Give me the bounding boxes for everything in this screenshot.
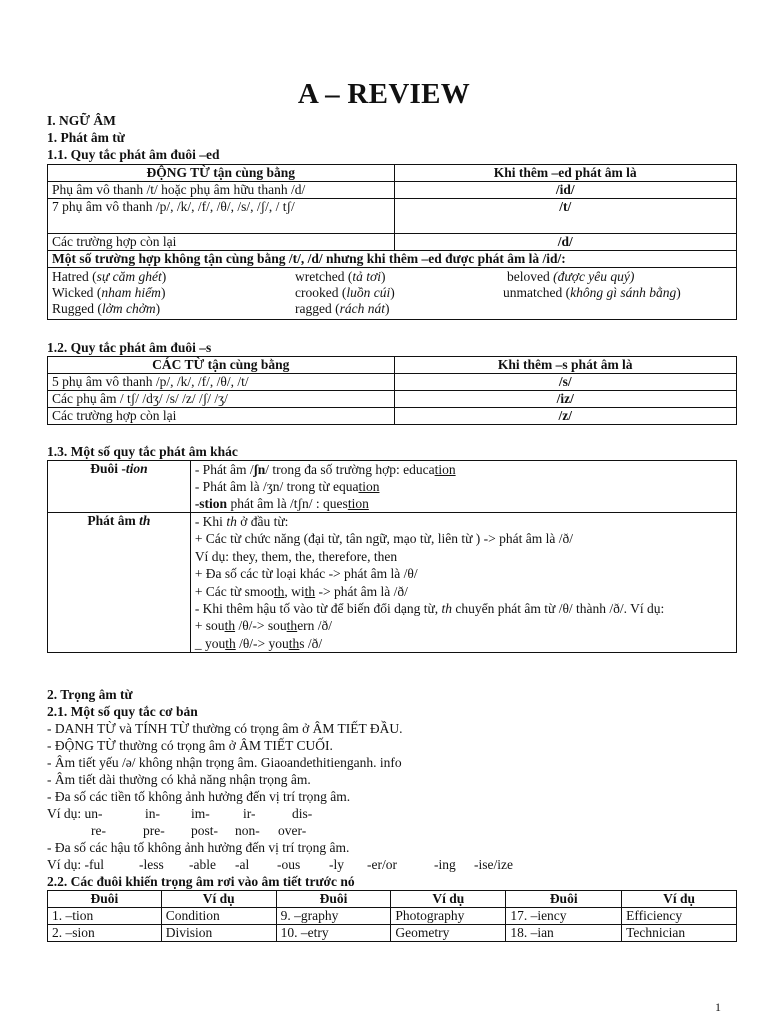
example-item: ragged (rách nát): [295, 301, 390, 316]
prefix: over-: [278, 823, 307, 838]
table-cell: Condition: [161, 908, 276, 925]
subsection-heading: 1.2. Quy tắc phát âm đuôi –s: [47, 340, 212, 355]
prefix-examples-1: [47, 805, 737, 822]
table-row: [48, 925, 737, 942]
table-cell: Các trường hợp còn lại: [48, 234, 395, 251]
example-item: Hatred (sự căm ghét): [52, 269, 167, 284]
table-cell: Các trường hợp còn lại: [48, 408, 395, 425]
table-cell: 5 phụ âm vô thanh /p/, /k/, /f/, /θ/, /t/: [48, 374, 395, 391]
rule-line: - Đa số các tiền tố không ảnh hưởng đến vị trí trọng âm.: [47, 789, 351, 804]
table-cell: Technician: [622, 925, 737, 942]
table-header: Ví dụ: [161, 891, 276, 908]
example-item: beloved (được yêu quý): [507, 269, 635, 284]
subsection-heading: 1.3. Một số quy tắc phát âm khác: [47, 444, 238, 459]
page-number: 1: [715, 1000, 721, 1014]
prefix: im-: [191, 806, 210, 821]
other-rules-table: [47, 460, 737, 653]
prefix: pre-: [143, 823, 165, 838]
table-cell: 1. –tion: [48, 908, 162, 925]
prefix-examples-2: [47, 822, 737, 839]
table-cell: Geometry: [391, 925, 506, 942]
prefix: non-: [235, 823, 260, 838]
example-item: Wicked (nham hiểm): [52, 285, 166, 300]
rule-line: - ĐỘNG TỪ thường có trọng âm ở ÂM TIẾT CUỐI.: [47, 738, 333, 753]
table-header: Đuôi: [48, 891, 162, 908]
suffix: -ise/ize: [474, 857, 513, 872]
table-header: Ví dụ: [391, 891, 506, 908]
ed-exceptions: [48, 268, 737, 320]
prefix: post-: [191, 823, 218, 838]
section-2: [47, 686, 737, 890]
table-cell: 2. –sion: [48, 925, 162, 942]
suffix: -al: [235, 857, 250, 872]
prefix: in-: [145, 806, 160, 821]
prefix: Ví dụ: un-: [47, 806, 103, 821]
example-item: Rugged (lởm chởm): [52, 301, 161, 316]
suffix: -ing: [434, 857, 456, 872]
suffix: -er/or: [367, 857, 397, 872]
table-header: Khi thêm –ed phát âm là: [394, 165, 737, 182]
table-cell: /iz/: [394, 391, 737, 408]
table-cell: /id/: [394, 182, 737, 199]
rule-line: - Âm tiết dài thường có khả năng nhận trọng âm.: [47, 772, 311, 787]
table-cell: Các phụ âm / tʃ/ /dʒ/ /s/ /z/ /ʃ/ /ʒ/: [48, 391, 395, 408]
table-cell: 18. –ian: [506, 925, 622, 942]
rule-label-th: Phát âm th: [48, 513, 191, 653]
table-cell: /z/: [394, 408, 737, 425]
table-cell: 9. –graphy: [276, 908, 391, 925]
prefix: re-: [91, 823, 106, 838]
table-header: Ví dụ: [622, 891, 737, 908]
rule-label-tion: Đuôi -tion: [48, 461, 191, 513]
stress-suffix-table: [47, 890, 737, 942]
section-heading: I. NGỮ ÂM: [47, 113, 116, 128]
table-cell: Phụ âm vô thanh /t/ hoặc phụ âm hữu thanh /d/: [48, 182, 395, 199]
suffix: -able: [189, 857, 216, 872]
suffix: -ly: [329, 857, 344, 872]
prefix: ir-: [243, 806, 256, 821]
rule-body-tion: - Phát âm /ʃn/ trong đa số trường hợp: education - Phát âm là /ʒn/ trong từ equation -stion phát âm là /tʃn/ : question: [190, 461, 736, 513]
table-header: Đuôi: [276, 891, 391, 908]
table-cell: /d/: [394, 234, 737, 251]
table-cell: 10. –etry: [276, 925, 391, 942]
section-1-headings: [47, 112, 737, 163]
subsection-heading: 2.1. Một số quy tắc cơ bản: [47, 704, 198, 719]
rule-body-th: - Khi th ở đầu từ: + Các từ chức năng (đại từ, tân ngữ, mạo từ, liên từ ) -> phát âm là /ð/ Ví dụ: they, them, the, therefore, then + Đa số các từ loại khác -> phát âm là /θ/ + Các từ smooth, with -> phát âm là /ð/ - Khi thêm hậu tố vào từ để biến đổi dạng từ, th chuyển phát âm từ /θ/ thành /ð/. Ví dụ: + south /θ/-> southern /ð/ _ youth /θ/-> youths /ð/: [190, 513, 736, 653]
table-cell: 17. –iency: [506, 908, 622, 925]
rule-line: - Âm tiết yếu /ə/ không nhận trọng âm. Giaoandethitienganh. info: [47, 755, 402, 770]
table-cell: Division: [161, 925, 276, 942]
rule-line: - DANH TỪ và TÍNH TỪ thường có trọng âm ở ÂM TIẾT ĐẦU.: [47, 721, 403, 736]
table-cell: 7 phụ âm vô thanh /p/, /k/, /f/, /θ/, /s/, /ʃ/, / tʃ/: [48, 199, 395, 234]
example-item: crooked (luồn cúi): [295, 285, 395, 300]
table-header: CÁC TỪ tận cùng bằng: [48, 357, 395, 374]
table-cell: Efficiency: [622, 908, 737, 925]
suffix: Ví dụ: -ful: [47, 857, 104, 872]
rule-line: - Đa số các hậu tố không ảnh hưởng đến vị trí trọng âm.: [47, 840, 350, 855]
example-item: unmatched (không gì sánh bằng): [503, 285, 681, 300]
table-header: ĐỘNG TỪ tận cùng bằng: [48, 165, 395, 182]
suffix: -less: [139, 857, 164, 872]
table-cell: /s/: [394, 374, 737, 391]
table-cell: Photography: [391, 908, 506, 925]
suffix: -ous: [277, 857, 301, 872]
prefix: dis-: [292, 806, 313, 821]
table-row: [48, 908, 737, 925]
table-header: Khi thêm –s phát âm là: [394, 357, 737, 374]
s-rules-table: [47, 356, 737, 425]
subsection-heading: 2.2. Các đuôi khiến trọng âm rơi vào âm tiết trước nó: [47, 874, 355, 889]
example-item: wretched (tả tơi): [295, 269, 386, 284]
table-header: Đuôi: [506, 891, 622, 908]
section-heading: 2. Trọng âm từ: [47, 687, 133, 702]
table-cell: /t/: [394, 199, 737, 234]
subsection-heading: 1. Phát âm từ: [47, 130, 125, 145]
subsection-heading: 1.1. Quy tắc phát âm đuôi –ed: [47, 147, 220, 162]
table-note: Một số trường hợp không tận cùng bằng /t/, /d/ nhưng khi thêm –ed được phát âm là /id/:: [48, 251, 737, 268]
ed-rules-table: [47, 164, 737, 320]
page-title: A – REVIEW: [297, 78, 471, 110]
suffix-examples: [47, 856, 737, 873]
